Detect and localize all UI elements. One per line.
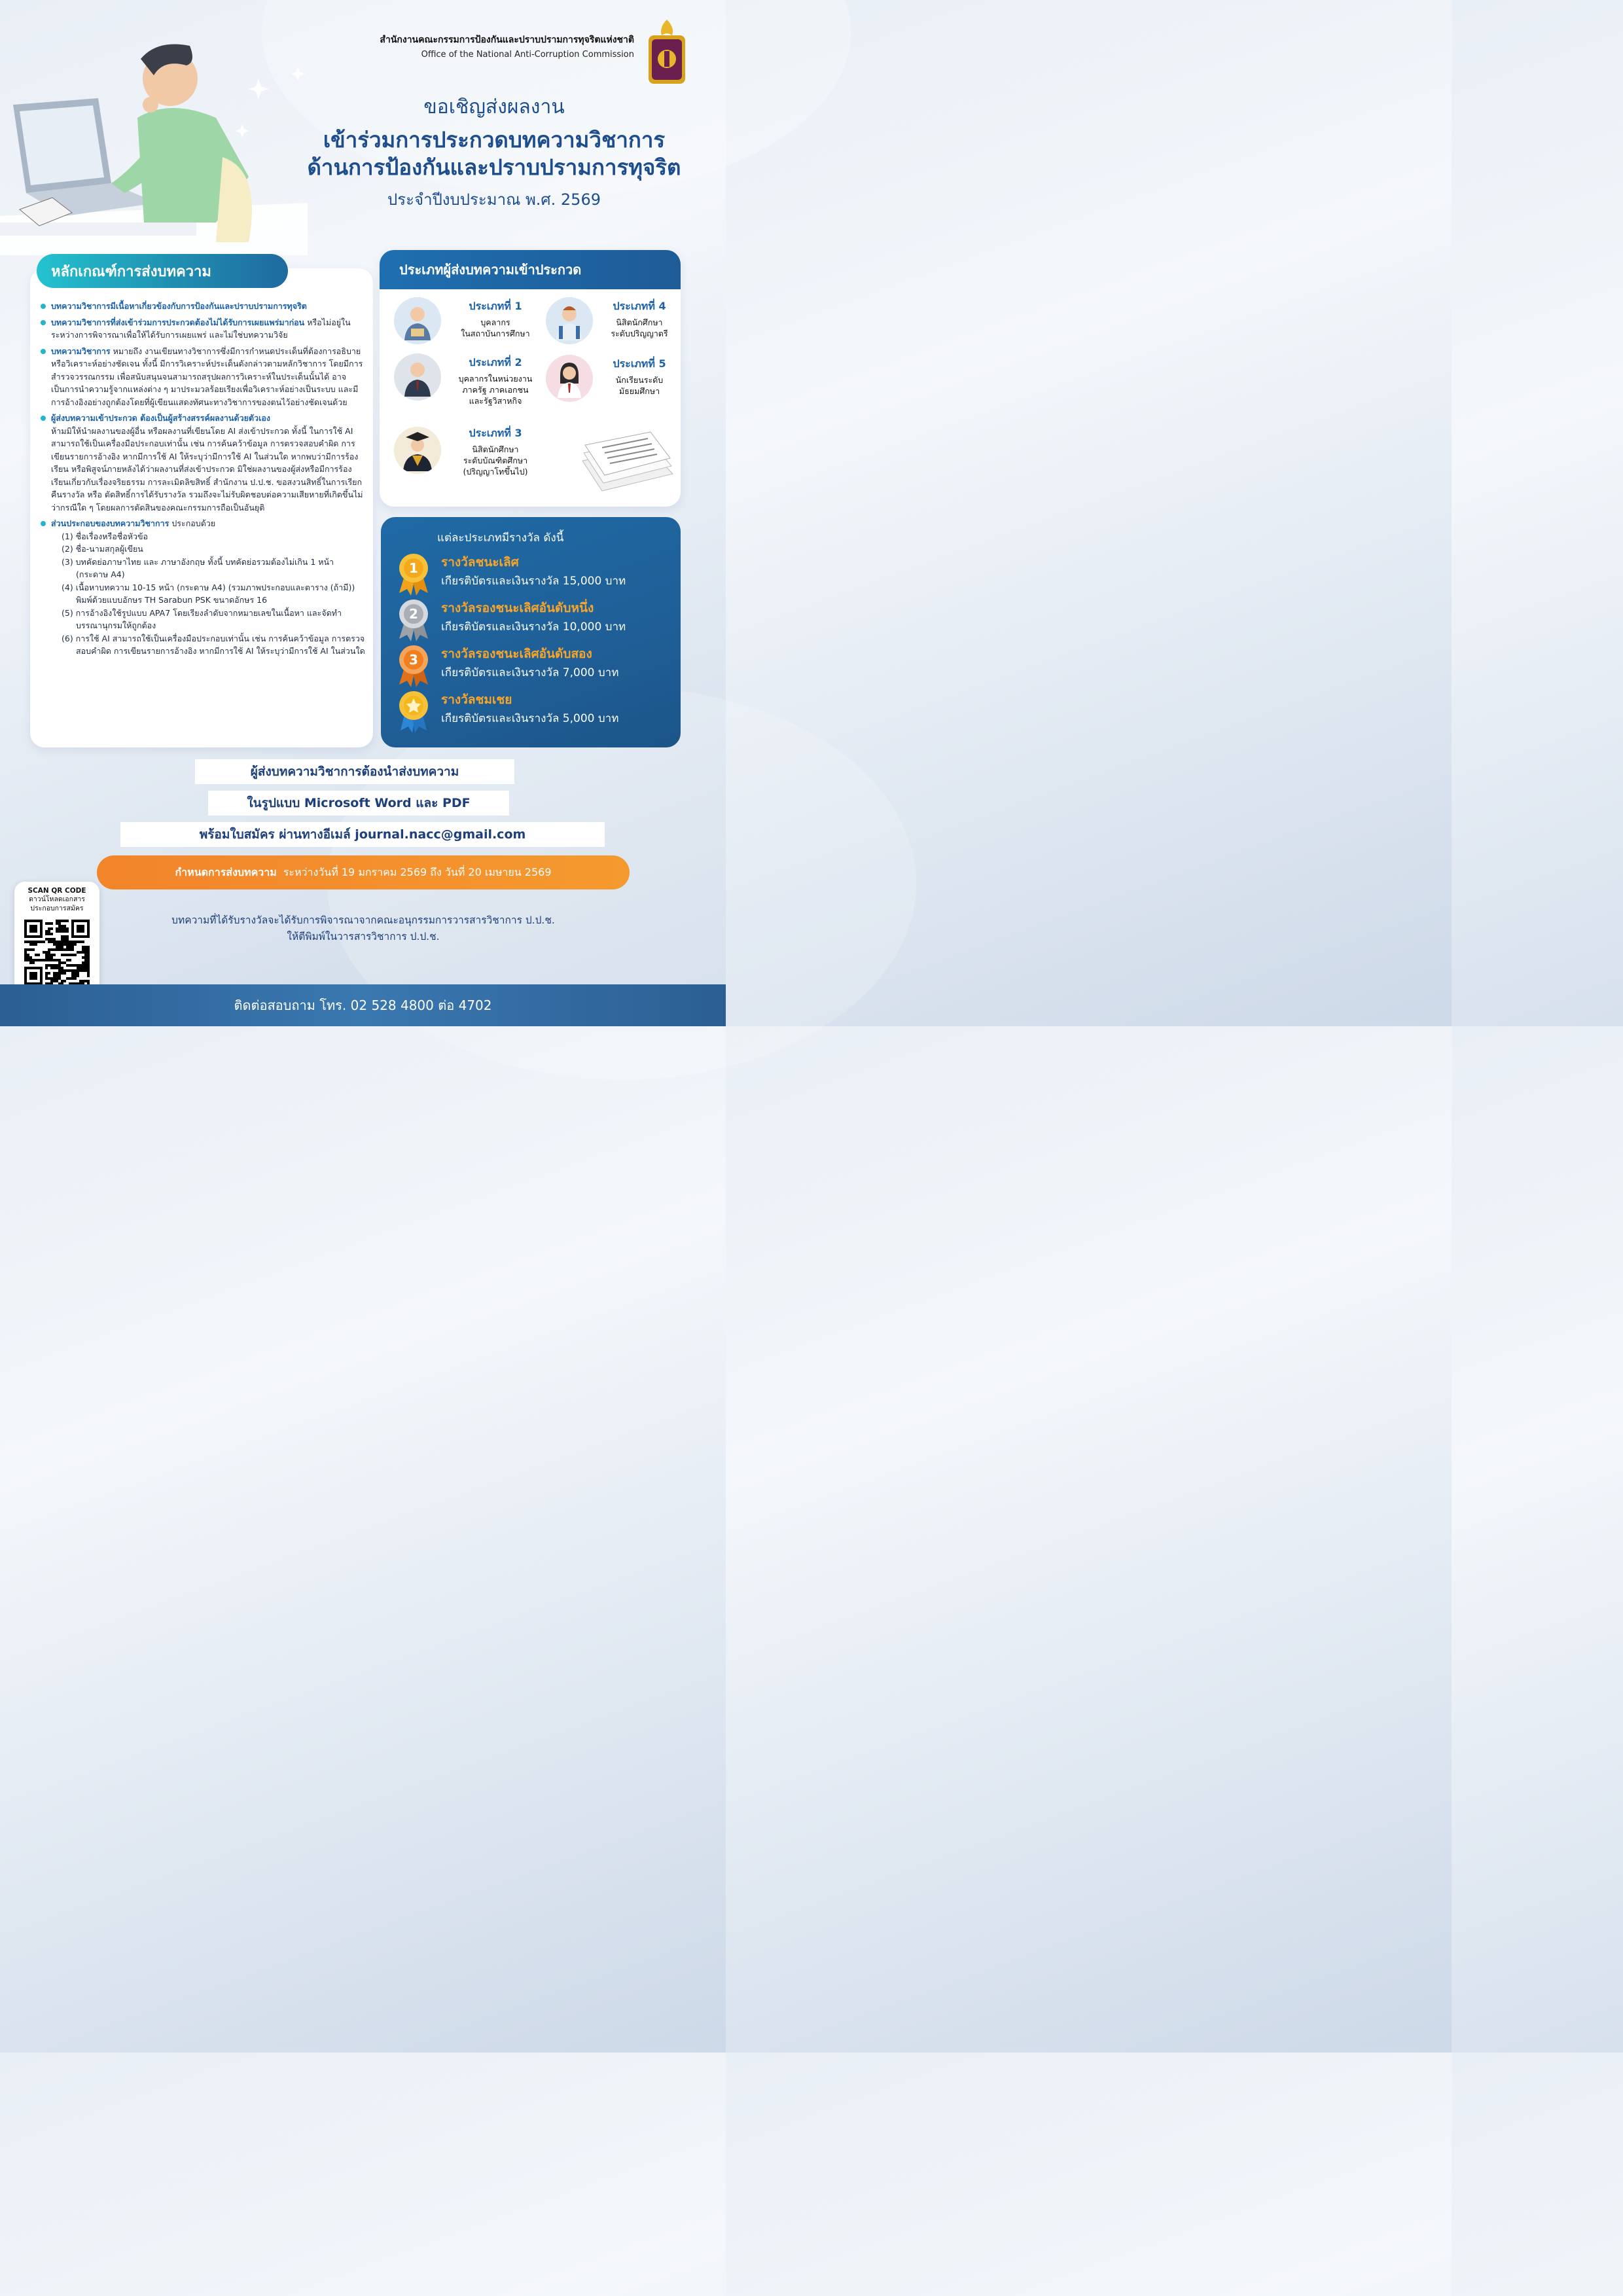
award-4-name: รางวัลชมเชย — [441, 692, 512, 707]
type-4-name: ประเภทที่ 4 — [613, 300, 666, 312]
deadline-label: กำหนดการส่งบทความ — [175, 865, 277, 878]
criteria-item — [41, 300, 366, 313]
note-line-2: ให้ตีพิมพ์ในวารสารวิชาการ ป.ป.ช. — [287, 931, 440, 942]
svg-text:1: 1 — [409, 560, 418, 576]
criteria-item-highlight: บทความวิชาการที่ส่งเข้าร่วมการประกวดต้องไม่ได้รับการเผยแพร่มาก่อน — [51, 317, 305, 327]
criteria-list — [41, 300, 366, 661]
award-3-prize: เกียรติบัตรและเงินรางวัล 7,000 บาท — [441, 666, 619, 679]
awards-intro: แต่ละประเภทมีรางวัล ดังนี้ — [437, 531, 564, 545]
qr-line-1: ดาวน์โหลดเอกสาร — [29, 895, 85, 903]
deadline-banner — [97, 855, 630, 889]
org-name-th: สำนักงานคณะกรรมการป้องกันและปราบปรามการทุจริตแห่งชาติ — [380, 35, 634, 45]
types-heading: ประเภทผู้ส่งบทความเข้าประกวด — [380, 250, 681, 289]
criteria-item-highlight: ส่วนประกอบของบทความวิชาการ — [51, 518, 169, 528]
publication-note — [111, 912, 615, 945]
org-header — [380, 33, 634, 60]
type-5-name: ประเภทที่ 5 — [613, 357, 666, 370]
submission-line-2: ในรูปแบบ Microsoft Word และ PDF — [208, 791, 509, 816]
type-4-desc: นิสิตนักศึกษา ระดับปริญญาตรี — [611, 317, 668, 338]
type-2 — [394, 353, 538, 419]
title-line-1: ขอเชิญส่งผลงาน — [423, 96, 565, 118]
criteria-item — [41, 316, 366, 342]
person-laptop-illustration — [0, 26, 308, 255]
type-3-desc: นิสิตนักศึกษา ระดับบัณฑิตศึกษา (ปริญญาโทขึ้นไป) — [463, 444, 528, 476]
bullet-dot-icon — [41, 521, 46, 526]
award-4-prize: เกียรติบัตรและเงินรางวัล 5,000 บาท — [441, 712, 619, 725]
type-1 — [394, 297, 538, 350]
criteria-item — [41, 345, 366, 409]
component-item: (6) การใช้ AI สามารถใช้เป็นเครื่องมือประกอบเท่านั้น เช่น การค้นคว้าข้อมูล การตรวจสอบคำผิด การเขียนรายการอ้างอิง หากมีการใช้ AI ให้ระบุว่ามีการใช้ AI ในส่วนใด — [62, 633, 365, 656]
contact-footer: ติดต่อสอบถาม โทร. 02 528 4800 ต่อ 4702 — [0, 984, 726, 1026]
title-block — [288, 92, 700, 212]
award-3-name: รางวัลรองชนะเลิศอันดับสอง — [441, 647, 592, 661]
award-2-prize: เกียรติบัตรและเงินรางวัล 10,000 บาท — [441, 620, 626, 634]
type-5 — [546, 355, 677, 407]
bullet-dot-icon — [41, 320, 46, 325]
qr-code-icon[interactable] — [24, 920, 90, 985]
criteria-item — [41, 412, 366, 514]
award-2-name: รางวัลรองชนะเลิศอันดับหนึ่ง — [441, 601, 594, 615]
criteria-item-text: ประกอบด้วย — [169, 518, 216, 528]
deadline-dates: ระหว่างวันที่ 19 มกราคม 2569 ถึง วันที่ 20 เมษายน 2569 — [283, 865, 552, 878]
qr-card[interactable] — [14, 882, 99, 994]
award-1-prize: เกียรติบัตรและเงินรางวัล 15,000 บาท — [441, 575, 626, 588]
types-panel — [380, 250, 681, 507]
component-item: (4) เนื้อหาบทความ 10-15 หน้า (กระดาษ A4) (รวมภาพประกอบและตาราง (ถ้ามี)) พิมพ์ด้วยแบบอักษร TH Sarabun PSK ขนาดอักษร 16 — [62, 582, 355, 605]
staff-avatar-icon — [394, 297, 441, 344]
component-item: (2) ชื่อ-นามสกุลผู้เขียน — [62, 544, 143, 554]
title-line-3: ด้านการป้องกันและปราบปรามการทุจริต — [307, 154, 681, 180]
title-line-2: เข้าร่วมการประกวดบทความวิชาการ — [323, 127, 666, 152]
officer-avatar-icon — [394, 353, 441, 401]
qr-title: SCAN QR CODE — [27, 887, 86, 895]
title-line-4: ประจำปีงบประมาณ พ.ศ. 2569 — [387, 190, 601, 209]
graduate-avatar-icon — [394, 427, 441, 474]
student-avatar-icon — [546, 355, 593, 402]
criteria-item-text: ห้ามมิให้นำผลงานของผู้อื่น หรือผลงานที่เขียนโดย AI ส่งเข้าประกวด ทั้งนี้ ในการใช้ AI สามารถใช้เป็นเครื่องมือประกอบเท่านั้น เช่น การค้นคว้าข้อมูล การตรวจสอบคำผิด การเขียนรายการอ้างอิง หากมีการใช้ AI ให้ระบุว่ามีการใช้ AI ในส่วนใด หากพบว่ามีการร้องเรียน หรือพิสูจน์ภายหลังได้ว่าผลงานที่ส่งเข้าประกวด มิใช่ผลงานของผู้ส่งหรือมีการร้องเรียนเกี่ยวกับเรื่องจริยธรรม การละเมิดลิขสิทธิ์ สำนักงาน ป.ป.ช. ขอสงวนสิทธิ์ในการเรียกคืนรางวัล หรือ ตัดสิทธิ์การได้รับรางวัล รวมถึงจะไม่รับผิดชอบต่อความเสียหายที่เกิดขึ้นไม่ว่ากรณีใด ๆ โดยผลการตัดสินของคณะกรรมการถือเป็นอันยุติ — [51, 425, 363, 512]
note-line-1: บทความที่ได้รับรางวัลจะได้รับการพิจารณาจากคณะอนุกรรมการวารสารวิชาการ ป.ป.ช. — [171, 914, 555, 926]
bullet-dot-icon — [41, 304, 46, 309]
bullet-dot-icon — [41, 349, 46, 354]
submission-line-3: พร้อมใบสมัคร ผ่านทางอีเมล์ journal.nacc@gmail.com — [120, 822, 605, 847]
criteria-item-text: หมายถึง งานเขียนทางวิชาการซึ่งมีการกำหนดประเด็นที่ต้องการอธิบายหรือวิเคราะห์อย่างชัดเจน ทั้งนี้ มีการวิเคราะห์ประเด็นดังกล่าวตามหลักวิชาการ โดยมีการสำรวจวรรณกรรม เพื่อสนับสนุนจนสามารถสรุปผลการวิเคราะห์ในประเด็นนั้นได้ อาจเป็นการนำความรู้จากแหล่งต่าง ๆ มาประมวลร้อยเรียงเพื่อวิเคราะห์อย่างเป็นระบบ และมีการอ้างอิงอย่างถูกต้องโดยที่ผู้เขียนแสดงทัศนะทางวิชาการของตนไว้อย่างชัดเจนด้วย — [51, 346, 363, 407]
nacc-seal-logo — [645, 18, 689, 85]
type-2-name: ประเภทที่ 2 — [469, 356, 522, 368]
criteria-heading: หลักเกณฑ์การส่งบทความ — [37, 254, 288, 288]
type-5-desc: นักเรียนระดับ มัธยมศึกษา — [615, 375, 664, 396]
criteria-item — [41, 517, 366, 658]
component-item: (5) การอ้างอิงใช้รูปแบบ APA7 โดยเรียงลำดับจากหมายเลขในเนื้อหา และจัดทำบรรณานุกรมให้ถูกต้อง — [62, 607, 342, 630]
awards-panel — [381, 517, 681, 747]
criteria-item-highlight: บทความวิชาการ — [51, 346, 111, 356]
type-4 — [546, 297, 677, 350]
criteria-item-text: หรือไม่อยู่ในระหว่างการพิจารณาเพื่อให้ได้รับการเผยแพร่ และไม่ใช่บทความวิจัย — [51, 317, 351, 340]
type-3 — [394, 424, 538, 490]
component-item: (3) บทคัดย่อภาษาไทย และ ภาษาอังกฤษ ทั้งนี้ บทคัดย่อรวมต้องไม่เกิน 1 หน้า (กระดาษ A4) — [62, 556, 334, 579]
svg-text:2: 2 — [409, 606, 418, 622]
gold-medal-icon — [395, 552, 432, 596]
star-badge-icon — [395, 690, 432, 733]
svg-text:3: 3 — [409, 652, 418, 668]
type-1-desc: บุคลากร ในสถาบันการศึกษา — [461, 317, 530, 338]
qr-line-2: ประกอบการสมัคร — [30, 905, 84, 912]
criteria-item-highlight: บทความวิชาการมีเนื้อหาเกี่ยวข้องกับการป้องกันและปราบปรามการทุจริต — [51, 301, 307, 311]
type-1-name: ประเภทที่ 1 — [469, 300, 522, 312]
type-3-name: ประเภทที่ 3 — [469, 427, 522, 439]
component-item: (1) ชื่อเรื่องหรือชื่อหัวข้อ — [62, 531, 149, 541]
org-name-en: Office of the National Anti-Corruption Commission — [421, 50, 634, 60]
components-list — [51, 530, 366, 658]
undergrad-avatar-icon — [546, 297, 593, 344]
type-2-desc: บุคลากรในหน่วยงาน ภาครัฐ ภาคเอกชน และรัฐวิสาหกิจ — [458, 374, 533, 406]
bronze-medal-icon — [395, 644, 432, 687]
silver-medal-icon — [395, 598, 432, 641]
award-1-name: รางวัลชนะเลิศ — [441, 555, 519, 569]
criteria-item-highlight: ผู้ส่งบทความเข้าประกวด ต้องเป็นผู้สร้างสรรค์ผลงานด้วยตัวเอง — [51, 413, 270, 423]
submission-line-1: ผู้ส่งบทความวิชาการต้องนำส่งบทความ — [195, 759, 514, 784]
documents-stack-icon — [576, 422, 674, 493]
bullet-dot-icon — [41, 416, 46, 421]
